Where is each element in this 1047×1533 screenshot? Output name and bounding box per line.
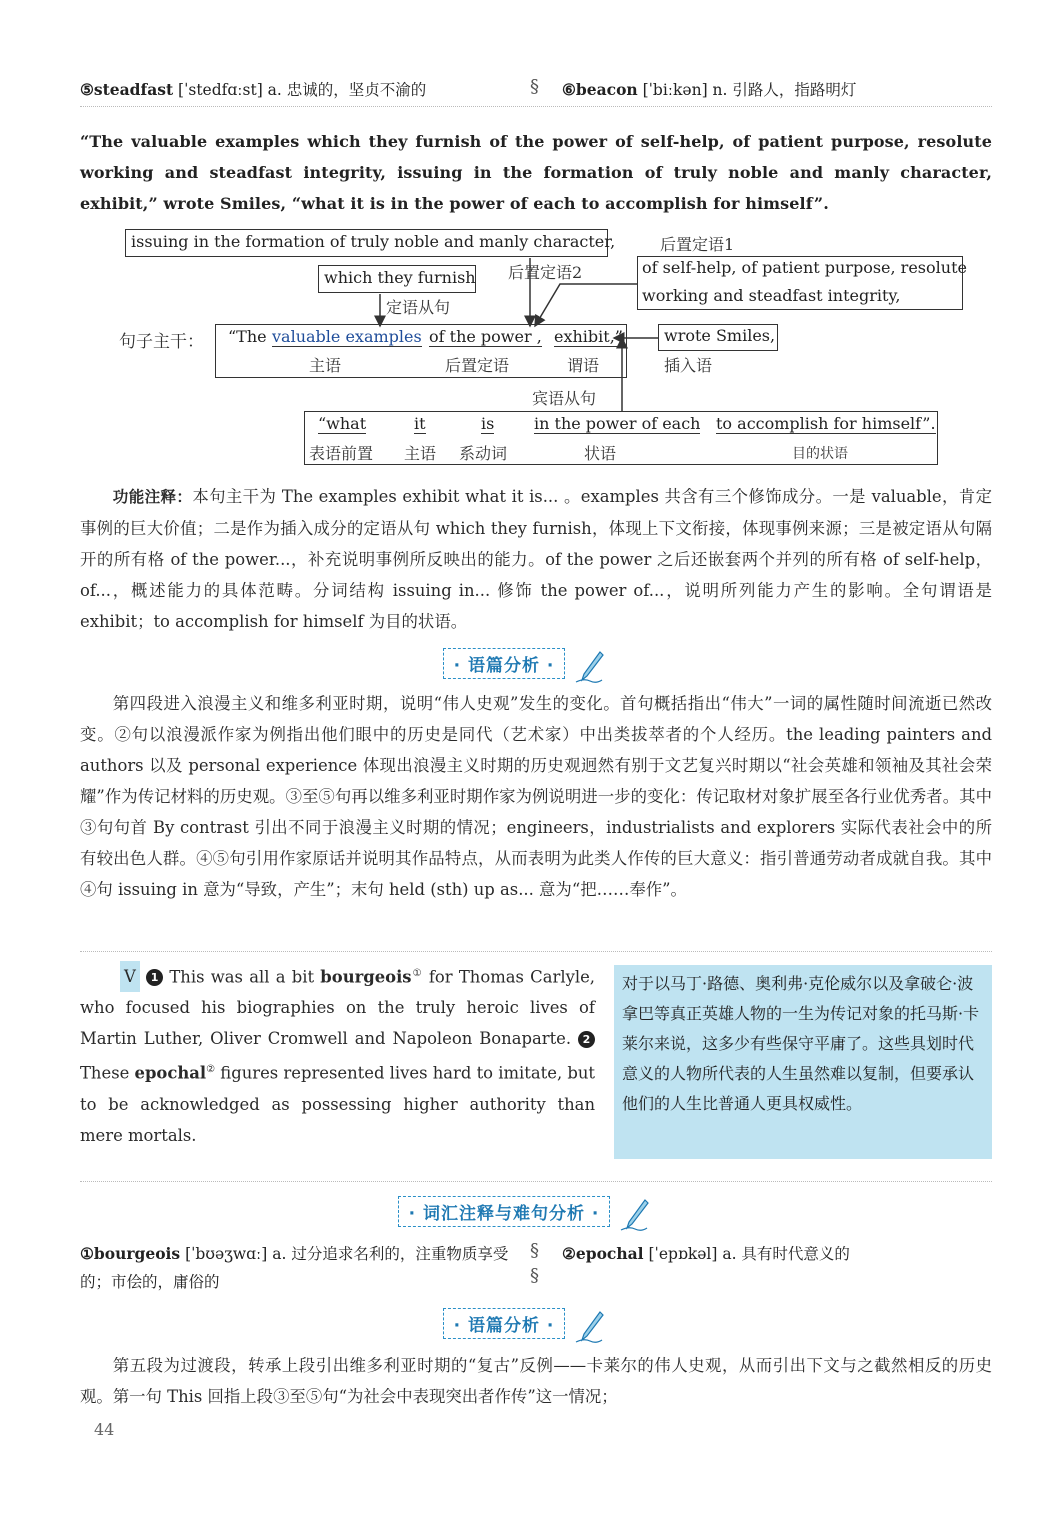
issuing-box bbox=[125, 229, 608, 257]
object-box bbox=[304, 411, 938, 465]
label-post-attr-1: 后置定语1 bbox=[660, 235, 735, 254]
footnote-mark: ② bbox=[206, 1064, 216, 1076]
section-title-text: · 词汇注释与难句分析 · bbox=[398, 1196, 611, 1227]
vocab-word: ⑤steadfast bbox=[80, 80, 174, 99]
pen-icon bbox=[574, 1310, 604, 1344]
translation-box: 对于以马丁·路德、奥利弗·克伦威尔以及拿破仑·波拿巴等真正英雄人物的一生为传记对象的托马斯·卡莱尔来说，这多少有些保守平庸了。这些具划时代意义的人物所代表的人生虽然难以复制，但要承认他们的人生比普通人更具权威性。 bbox=[614, 965, 992, 1159]
section-title-vocab bbox=[0, 1196, 1047, 1232]
main-of-the-power: of the power , bbox=[429, 327, 542, 346]
vocab-item-steadfast bbox=[80, 78, 426, 100]
vocab-highlight-epochal: epochal bbox=[134, 1063, 207, 1083]
label-post-attr-2: 后置定语2 bbox=[508, 263, 583, 282]
vocab-definition: [ˈstedfɑːst] a. 忠诚的，坚贞不渝的 bbox=[173, 81, 427, 99]
label-obj-subject: 主语 bbox=[404, 444, 437, 463]
label-post-attr: 后置定语 bbox=[445, 356, 510, 375]
function-note bbox=[80, 481, 992, 637]
section-title-analysis-1 bbox=[0, 648, 1047, 684]
main-exhibit: exhibit,” bbox=[554, 327, 623, 346]
section-title-text: · 语篇分析 · bbox=[443, 1308, 566, 1339]
divider-squiggle-icon: § bbox=[530, 76, 539, 97]
label-pred-fronted: 表语前置 bbox=[309, 444, 374, 463]
obj-in-the-power: in the power of each bbox=[534, 414, 701, 433]
obj-what: “what bbox=[318, 414, 367, 433]
vocab-definition: [ˈbiːkən] n. 引路人，指路明灯 bbox=[637, 81, 857, 99]
footnote-mark: ① bbox=[411, 968, 423, 979]
selfhelp-box bbox=[637, 256, 963, 310]
main-trunk-label: 句子主干： bbox=[119, 332, 204, 352]
analysis-paragraph-2 bbox=[80, 1350, 992, 1412]
selfhelp-line1: of self-help, of patient purpose, resolute bbox=[642, 258, 967, 277]
vocab-word: ②epochal bbox=[562, 1244, 644, 1263]
main-quote-open: “The bbox=[228, 327, 267, 346]
label-linking-verb: 系动词 bbox=[459, 444, 508, 463]
label-predicate: 谓语 bbox=[567, 356, 600, 375]
divider-squiggle-icon: § bbox=[530, 1240, 539, 1261]
paragraph-v bbox=[80, 958, 595, 1151]
sentence-number-1: 1 bbox=[146, 969, 163, 986]
main-valuable-examples: valuable examples bbox=[272, 327, 422, 346]
vocab-row-top bbox=[80, 78, 992, 104]
quote-sentence: “The valuable examples which they furnish of the power of self-help, of patient purpose, resolute working and steadfast integrity, issuing in the formation of truly noble and manly character, exhibit,” wrote Smiles, “what it is in the power of each to accomplish for himself”. bbox=[80, 132, 992, 213]
label-purpose-adverbial: 目的状语 bbox=[792, 446, 848, 462]
label-object-clause: 宾语从句 bbox=[532, 389, 597, 408]
main-box bbox=[215, 324, 627, 378]
function-note-label: 功能注释： bbox=[112, 488, 193, 506]
wrote-smiles: wrote Smiles, bbox=[664, 326, 776, 345]
vocab-item-beacon bbox=[562, 78, 856, 100]
divider-squiggle-icon: § bbox=[530, 1265, 539, 1286]
sentence-1a: This was all a bit bbox=[169, 967, 321, 987]
which-box bbox=[318, 265, 476, 293]
pen-icon bbox=[619, 1198, 649, 1232]
section-title-text: · 语篇分析 · bbox=[443, 648, 566, 679]
analysis-text: 第四段进入浪漫主义和维多利亚时期，说明“伟人史观”发生的变化。首句概括指出“伟大”一词的属性随时间流逝已然改变。②句以浪漫派作家为例指出他们眼中的历史是同代（艺术家）中出类拔萃者的个人经历。the leading painters and authors 以及 personal experience 体现出浪漫主义时期的历史观迥然有别于文艺复兴时期以“社会英雄和领袖及其社会荣耀”作为传记材料的历史观。③至⑤句再以维多利亚时期作家为例说明进一步的变化：传记取材对象扩展至各行业优秀者。其中③句句首 By contrast 引出不同于浪漫主义时期的情况；engineers，industrialists and explorers 实际代表社会中的所有较出色人群。④⑤句引用作家原话并说明其作品特点，从而表明为此类人作传的巨大意义：指引普通劳动者成就自我。其中④句 issuing in 意为“导致，产生”；末句 held (sth) up as... 意为“把……奉作”。 bbox=[80, 694, 992, 899]
sentence-1b: for Thomas Carlyle, who focused his biographies on the truly heroic lives of Martin Luther, Oliver Cromwell and Napoleon Bonaparte. bbox=[80, 967, 595, 1049]
analysis-paragraph-1 bbox=[80, 688, 992, 905]
section-title-analysis-2 bbox=[0, 1308, 1047, 1344]
divider bbox=[80, 1181, 992, 1182]
sentence-number-2: 2 bbox=[578, 1031, 595, 1048]
obj-is: is bbox=[481, 414, 495, 433]
divider bbox=[80, 106, 992, 107]
selfhelp-line2: working and steadfast integrity, bbox=[642, 286, 901, 305]
vocab-item-epochal bbox=[562, 1240, 992, 1268]
function-note-text: 本句主干为 The examples exhibit what it is... 。examples 共含有三个修饰成分。一是 valuable，肯定事例的巨大价值；二是作为插入成分的定语从句 which they furnish，体现上下文衔接，体现事例来源；三是被定语从句隔开的所有格 of the power...，补充说明事例所反映出的能力。of the power 之后还嵌套两个并列的所有格 of self-help，of...，概述能力的具体范畴。分词结构 issuing in... 修饰 the power of...，说明所列能力产生的影响。全句谓语是 exhibit；to accomplish for himself 为目的状语。 bbox=[80, 487, 992, 631]
obj-it: it bbox=[414, 414, 426, 433]
vocab-highlight-bourgeois: bourgeois bbox=[320, 967, 412, 987]
sentence-2a: These bbox=[80, 1063, 135, 1083]
analysis-text: 第五段为过渡段，转承上段引出维多利亚时期的“复古”反例——卡莱尔的伟人史观，从而引出下文与之截然相反的历史观。第一句 This 回指上段③至⑤句“为社会中表现突出者作传”这一情况； bbox=[80, 1356, 992, 1406]
sentence-diagram bbox=[0, 0, 1047, 470]
vocab-definition: [ˈbʊəʒwɑː] a. 过分追求名利的，注重物质享受的；市侩的，庸俗的 bbox=[80, 1245, 509, 1291]
vocab-definition: [ˈepɒkəl] a. 具有时代意义的 bbox=[643, 1245, 850, 1263]
wrote-box bbox=[658, 324, 778, 351]
paragraph-roman-numeral: V bbox=[120, 961, 140, 992]
which-text: which they furnish bbox=[324, 268, 476, 287]
label-subject: 主语 bbox=[309, 356, 342, 375]
vocab-word: ⑥beacon bbox=[562, 80, 638, 99]
obj-to-accomplish: to accomplish for himself”. bbox=[716, 414, 936, 433]
pen-icon bbox=[574, 650, 604, 684]
divider bbox=[80, 951, 992, 952]
label-adverbial: 状语 bbox=[584, 444, 617, 463]
sentence-2b: figures represented lives hard to imitate, but to be acknowledged as possessing higher authority than mere mortals. bbox=[80, 1063, 596, 1145]
label-parenthetical: 插入语 bbox=[664, 356, 713, 375]
vocab-word: ①bourgeois bbox=[80, 1244, 181, 1263]
issuing-text: issuing in the formation of truly noble and manly character, bbox=[131, 232, 616, 251]
vocab-item-bourgeois bbox=[80, 1240, 520, 1296]
page-number: 44 bbox=[94, 1420, 115, 1439]
diagram-arrows bbox=[0, 0, 1047, 470]
label-attr-clause: 定语从句 bbox=[386, 298, 451, 317]
